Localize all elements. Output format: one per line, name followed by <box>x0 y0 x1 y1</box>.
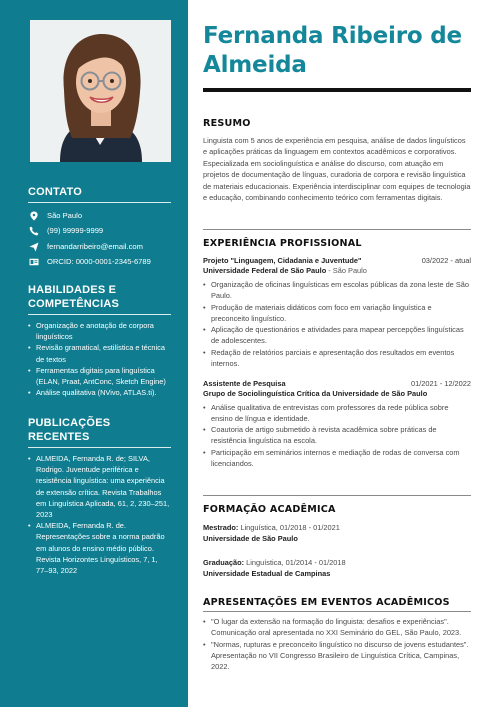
list-item: • Participação em seminários internos e mediação de rodas de conversa com licenciandos. <box>203 447 471 469</box>
contact-phone <box>28 224 171 240</box>
school-name: Universidade Estadual de Campinas <box>203 568 331 578</box>
contact-location-text: São Paulo <box>47 210 83 220</box>
summary-section <box>203 118 471 203</box>
experience-section <box>203 229 471 469</box>
list-item: • Análise qualitativa de entrevistas com professores da rede pública sobre ensino de língua e identidade. <box>203 402 471 424</box>
list-item: • Ferramentas digitais para linguística (ELAN, Praat, AntConc, Sketch Engine) <box>28 365 171 387</box>
list-item: • "Normas, rupturas e preconceito linguístico no discurso de jovens estudantes". Apresentação no VII Congresso Brasileiro de Linguística Crítica, Campinas, 2022. <box>203 639 471 672</box>
list-item: • ALMEIDA, Fernanda R. de. Representações sobre a norma padrão em alunos do ensino médio público. Revista Horizontes Linguísticos, 7, 1, 77–93, 2022 <box>28 520 171 576</box>
list-item: • Revisão gramatical, estilística e técnica de textos <box>28 342 171 364</box>
location-pin-icon <box>28 210 39 221</box>
job-org <box>203 389 471 399</box>
job-bullets <box>203 279 471 369</box>
presentations-title: APRESENTAÇÕES EM EVENTOS ACADÊMICOS <box>203 597 471 612</box>
presentations-section <box>203 597 471 672</box>
publications-title: PUBLICAÇÕES RECENTES <box>28 416 171 448</box>
id-card-icon <box>28 257 39 268</box>
degree-detail: Linguística, 01/2018 - 01/2021 <box>240 523 340 532</box>
list-item: • Organização de oficinas linguísticas em escolas públicas da zona leste de São Paulo. <box>203 279 471 301</box>
list-item: • Aplicação de questionários e atividades para mapear percepções linguísticas de adolescentes. <box>203 324 471 346</box>
education-title: FORMAÇÃO ACADÊMICA <box>203 495 471 516</box>
education-section <box>203 495 471 579</box>
contact-title: CONTATO <box>28 185 171 203</box>
send-icon <box>28 241 39 252</box>
skills-title: HABILIDADES E COMPETÊNCIAS <box>28 283 171 315</box>
list-item: • ALMEIDA, Fernanda R. de; SILVA, Rodrigo. Juventude periférica e resistência linguística: uma experiência de extensão crítica. Revista Trabalhos em Linguística Aplicada, 61, 2, 230–251, 2023 <box>28 453 171 520</box>
job-dates: 01/2021 - 12/2022 <box>411 378 471 388</box>
school-name: Universidade de São Paulo <box>203 533 298 543</box>
profile-photo <box>30 20 171 162</box>
contact-orcid-text: ORCID: 0000-0001-2345-6789 <box>47 257 151 267</box>
degree-detail: Linguística, 01/2014 - 01/2018 <box>246 558 346 567</box>
publications-section <box>28 416 171 576</box>
list-item: • "O lugar da extensão na formação do linguista: desafios e experiências". Comunicação oral apresentada no XXI Seminário do GEL, São Paulo, 2023. <box>203 616 471 638</box>
page-title: Fernanda Ribeiro de Almeida <box>203 23 462 78</box>
education-item <box>203 558 471 579</box>
contact-list <box>28 208 171 270</box>
contact-email-text[interactable]: fernandarribeiro@email.com <box>47 241 143 251</box>
list-item: • Redação de relatórios parciais e apresentação dos resultados em eventos internos. <box>203 347 471 369</box>
job-bullets <box>203 402 471 469</box>
list-item: • Análise qualitativa (NVivo, ATLAS.ti). <box>28 387 171 398</box>
summary-text: Linguista com 5 anos de experiência em pesquisa, análise de dados linguísticos e aplicações práticas da linguagem em contextos acadêmicos e corporativos. Especializada em sociolinguística e análise do discurso, com atuação em projetos de documentação de línguas, curadoria de corpora e revisão linguística de materiais educacionais. Experiência interdisciplinar com equipes de tecnologia e educação, combinando conhecimento teórico com ferramentas digitais. <box>203 136 471 203</box>
title-divider <box>203 88 471 92</box>
job-role: Assistente de Pesquisa <box>203 378 286 388</box>
list-item: • Coautoria de artigo submetido à revista acadêmica sobre práticas de resistência linguística na escola. <box>203 424 471 446</box>
job-header <box>203 256 471 266</box>
presentations-list <box>203 616 471 672</box>
degree-label: Mestrado: <box>203 523 239 532</box>
contact-section <box>28 185 171 270</box>
list-item: • Organização e anotação de corpora linguísticos <box>28 320 171 342</box>
sidebar <box>0 0 188 707</box>
summary-title: RESUMO <box>203 118 251 129</box>
job-role: Projeto "Linguagem, Cidadania e Juventude" <box>203 256 362 265</box>
job-org-name: Universidade Federal de São Paulo <box>203 266 327 275</box>
job-dates: 03/2022 - atual <box>421 256 471 265</box>
list-item: • Produção de materiais didáticos com foco em variação linguística e preconceito linguístico. <box>203 302 471 324</box>
contact-orcid <box>28 255 171 271</box>
job-location: - São Paulo <box>328 266 367 275</box>
publications-list <box>28 453 171 576</box>
skills-list <box>28 320 171 398</box>
phone-icon <box>28 226 39 237</box>
skills-section <box>28 283 171 398</box>
job-org <box>203 266 471 276</box>
contact-location <box>28 208 171 224</box>
education-item <box>203 523 471 544</box>
job-org-name: Grupo de Sociolinguística Crítica da Universidade de São Paulo <box>203 388 428 398</box>
portrait-image <box>30 20 171 162</box>
experience-title: EXPERIÊNCIA PROFISSIONAL <box>203 229 471 250</box>
contact-phone-text: (99) 99999-9999 <box>47 226 104 236</box>
job-header <box>203 379 471 389</box>
degree-label: Graduação: <box>203 558 245 567</box>
contact-email <box>28 239 171 255</box>
